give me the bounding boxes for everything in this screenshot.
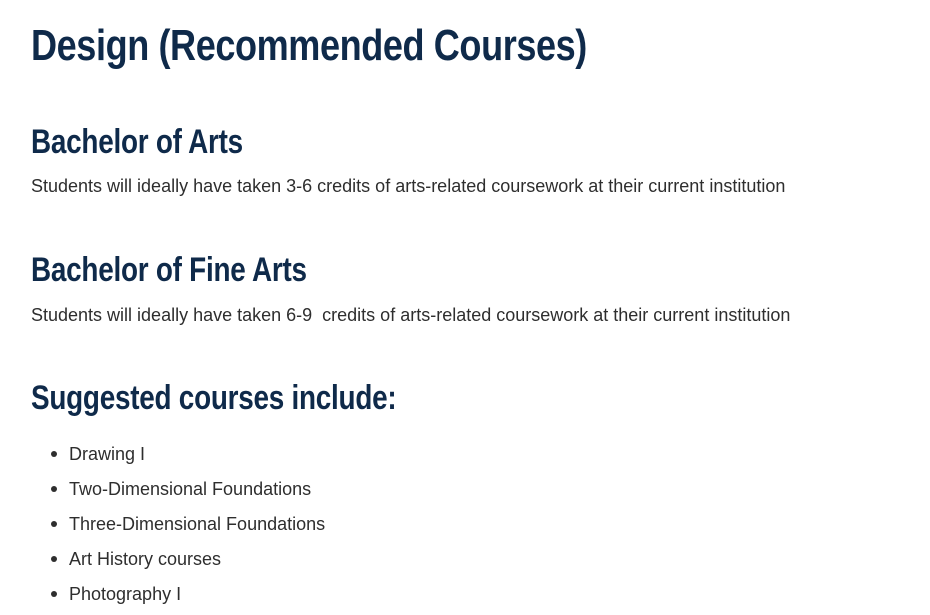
list-item	[31, 545, 325, 580]
list-item	[31, 475, 325, 510]
course-name: Art History courses	[69, 549, 222, 569]
bullet-icon	[51, 591, 57, 597]
suggested-course-list	[31, 440, 325, 615]
bullet-icon	[51, 451, 57, 457]
list-item	[31, 440, 325, 475]
section-heading-bachelor-of-arts: Bachelor of Arts	[31, 123, 243, 161]
course-name: Drawing I	[69, 444, 146, 464]
bullet-icon	[51, 556, 57, 562]
course-name: Photography I	[69, 584, 182, 604]
course-name: Three-Dimensional Foundations	[69, 514, 326, 534]
section-heading-bachelor-of-fine-arts: Bachelor of Fine Arts	[31, 251, 307, 289]
bullet-icon	[51, 521, 57, 527]
suggested-courses-heading: Suggested courses include:	[31, 379, 397, 417]
list-item	[31, 510, 325, 545]
course-name: Two-Dimensional Foundations	[69, 479, 312, 499]
bullet-icon	[51, 486, 57, 492]
list-item	[31, 580, 325, 615]
page-title: Design (Recommended Courses)	[31, 21, 587, 70]
section-text-bachelor-of-arts: Students will ideally have taken 3-6 credits of arts-related coursework at their current institution	[31, 176, 786, 196]
section-text-bachelor-of-fine-arts: Students will ideally have taken 6-9 credits of arts-related coursework at their current institution	[31, 305, 791, 325]
